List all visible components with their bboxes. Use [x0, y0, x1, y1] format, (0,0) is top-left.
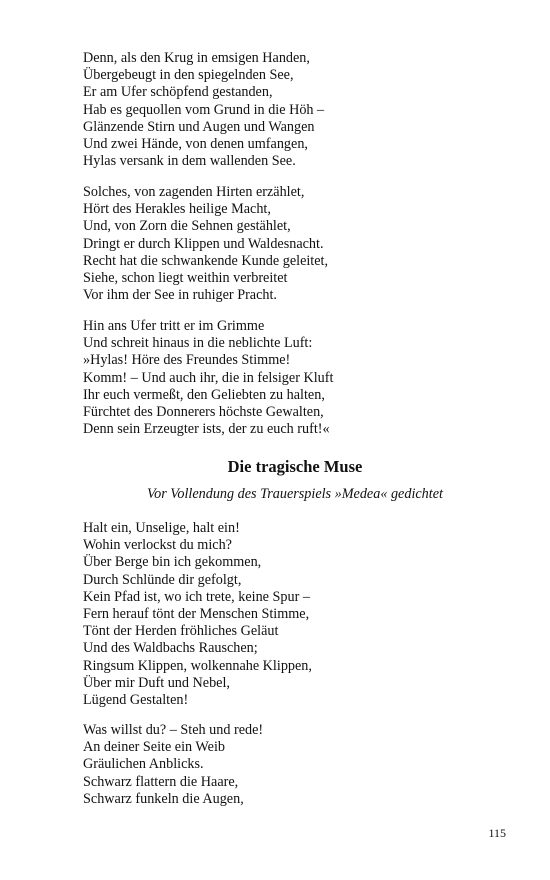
verse-line: Glänzende Stirn und Augen und Wangen — [83, 118, 315, 135]
poem-stanza-3 — [83, 318, 503, 438]
verse-line: Ringsum Klippen, wolkennahe Klippen, — [83, 657, 312, 674]
verse-line: Hab es gequollen vom Grund in die Höh – — [83, 101, 325, 118]
verse-line: Ihr euch vermeßt, den Geliebten zu halten, — [83, 386, 325, 403]
verse-line: Was willst du? – Steh und rede! — [83, 722, 264, 738]
verse-line: Schwarz flattern die Haare, — [83, 773, 239, 790]
poem-subtitle: Vor Vollendung des Trauerspiels »Medea« gedichtet — [147, 486, 443, 502]
poem-stanza-4 — [83, 520, 503, 709]
verse-line: Durch Schlünde dir gefolgt, — [83, 571, 242, 588]
verse-line: Und, von Zorn die Sehnen gestählet, — [83, 218, 291, 235]
verse-line: Hylas versank in dem wallenden See. — [83, 153, 296, 170]
poem-stanza-2 — [83, 184, 503, 304]
verse-line: Halt ein, Unselige, halt ein! — [83, 520, 240, 536]
verse-line: Solches, von zagenden Hirten erzählet, — [83, 184, 305, 200]
verse-line: Über mir Duft und Nebel, — [83, 674, 230, 691]
verse-line: Kein Pfad ist, wo ich trete, keine Spur – — [83, 588, 310, 605]
verse-line: Denn, als den Krug in emsigen Handen, — [83, 50, 310, 66]
verse-line: Gräulichen Anblicks. — [83, 756, 204, 773]
verse-line: Tönt der Herden fröhliches Geläut — [83, 623, 279, 640]
verse-line: Fern herauf tönt der Menschen Stimme, — [83, 605, 310, 622]
verse-line: Und des Waldbachs Rauschen; — [83, 640, 258, 657]
verse-line: Dringt er durch Klippen und Waldesnacht. — [83, 235, 324, 252]
verse-line: Komm! – Und auch ihr, die in felsiger Kluft — [83, 369, 334, 386]
verse-line: Wohin verlockst du mich? — [83, 537, 232, 554]
verse-line: Und zwei Hände, von denen umfangen, — [83, 135, 308, 152]
verse-line: Denn sein Erzeugter ists, der zu euch ruft!« — [83, 421, 330, 438]
verse-line: Er am Ufer schöpfend gestanden, — [83, 84, 273, 101]
page-number: 115 — [488, 826, 506, 840]
verse-line: Hört des Herakles heilige Macht, — [83, 201, 271, 218]
poem-stanza-5 — [83, 722, 503, 808]
poem-stanza-1 — [83, 50, 503, 170]
verse-line: Lügend Gestalten! — [83, 691, 189, 708]
verse-line: Und schreit hinaus in die neblichte Luft: — [83, 335, 313, 352]
verse-line: An deiner Seite ein Weib — [83, 739, 226, 756]
verse-line: Fürchtet des Donnerers höchste Gewalten, — [83, 403, 324, 420]
verse-line: Vor ihm der See in ruhiger Pracht. — [83, 287, 277, 304]
verse-line: Siehe, schon liegt weithin verbreitet — [83, 269, 288, 286]
verse-line: Schwarz funkeln die Augen, — [83, 790, 244, 807]
verse-line: Recht hat die schwankende Kunde geleitet, — [83, 252, 329, 269]
verse-line: »Hylas! Höre des Freundes Stimme! — [83, 352, 291, 369]
verse-line: Über Berge bin ich gekommen, — [83, 554, 262, 571]
verse-line: Hin ans Ufer tritt er im Grimme — [83, 318, 265, 334]
verse-line: Übergebeugt in den spiegelnden See, — [83, 67, 294, 84]
poem-title: Die tragische Muse — [227, 457, 363, 476]
